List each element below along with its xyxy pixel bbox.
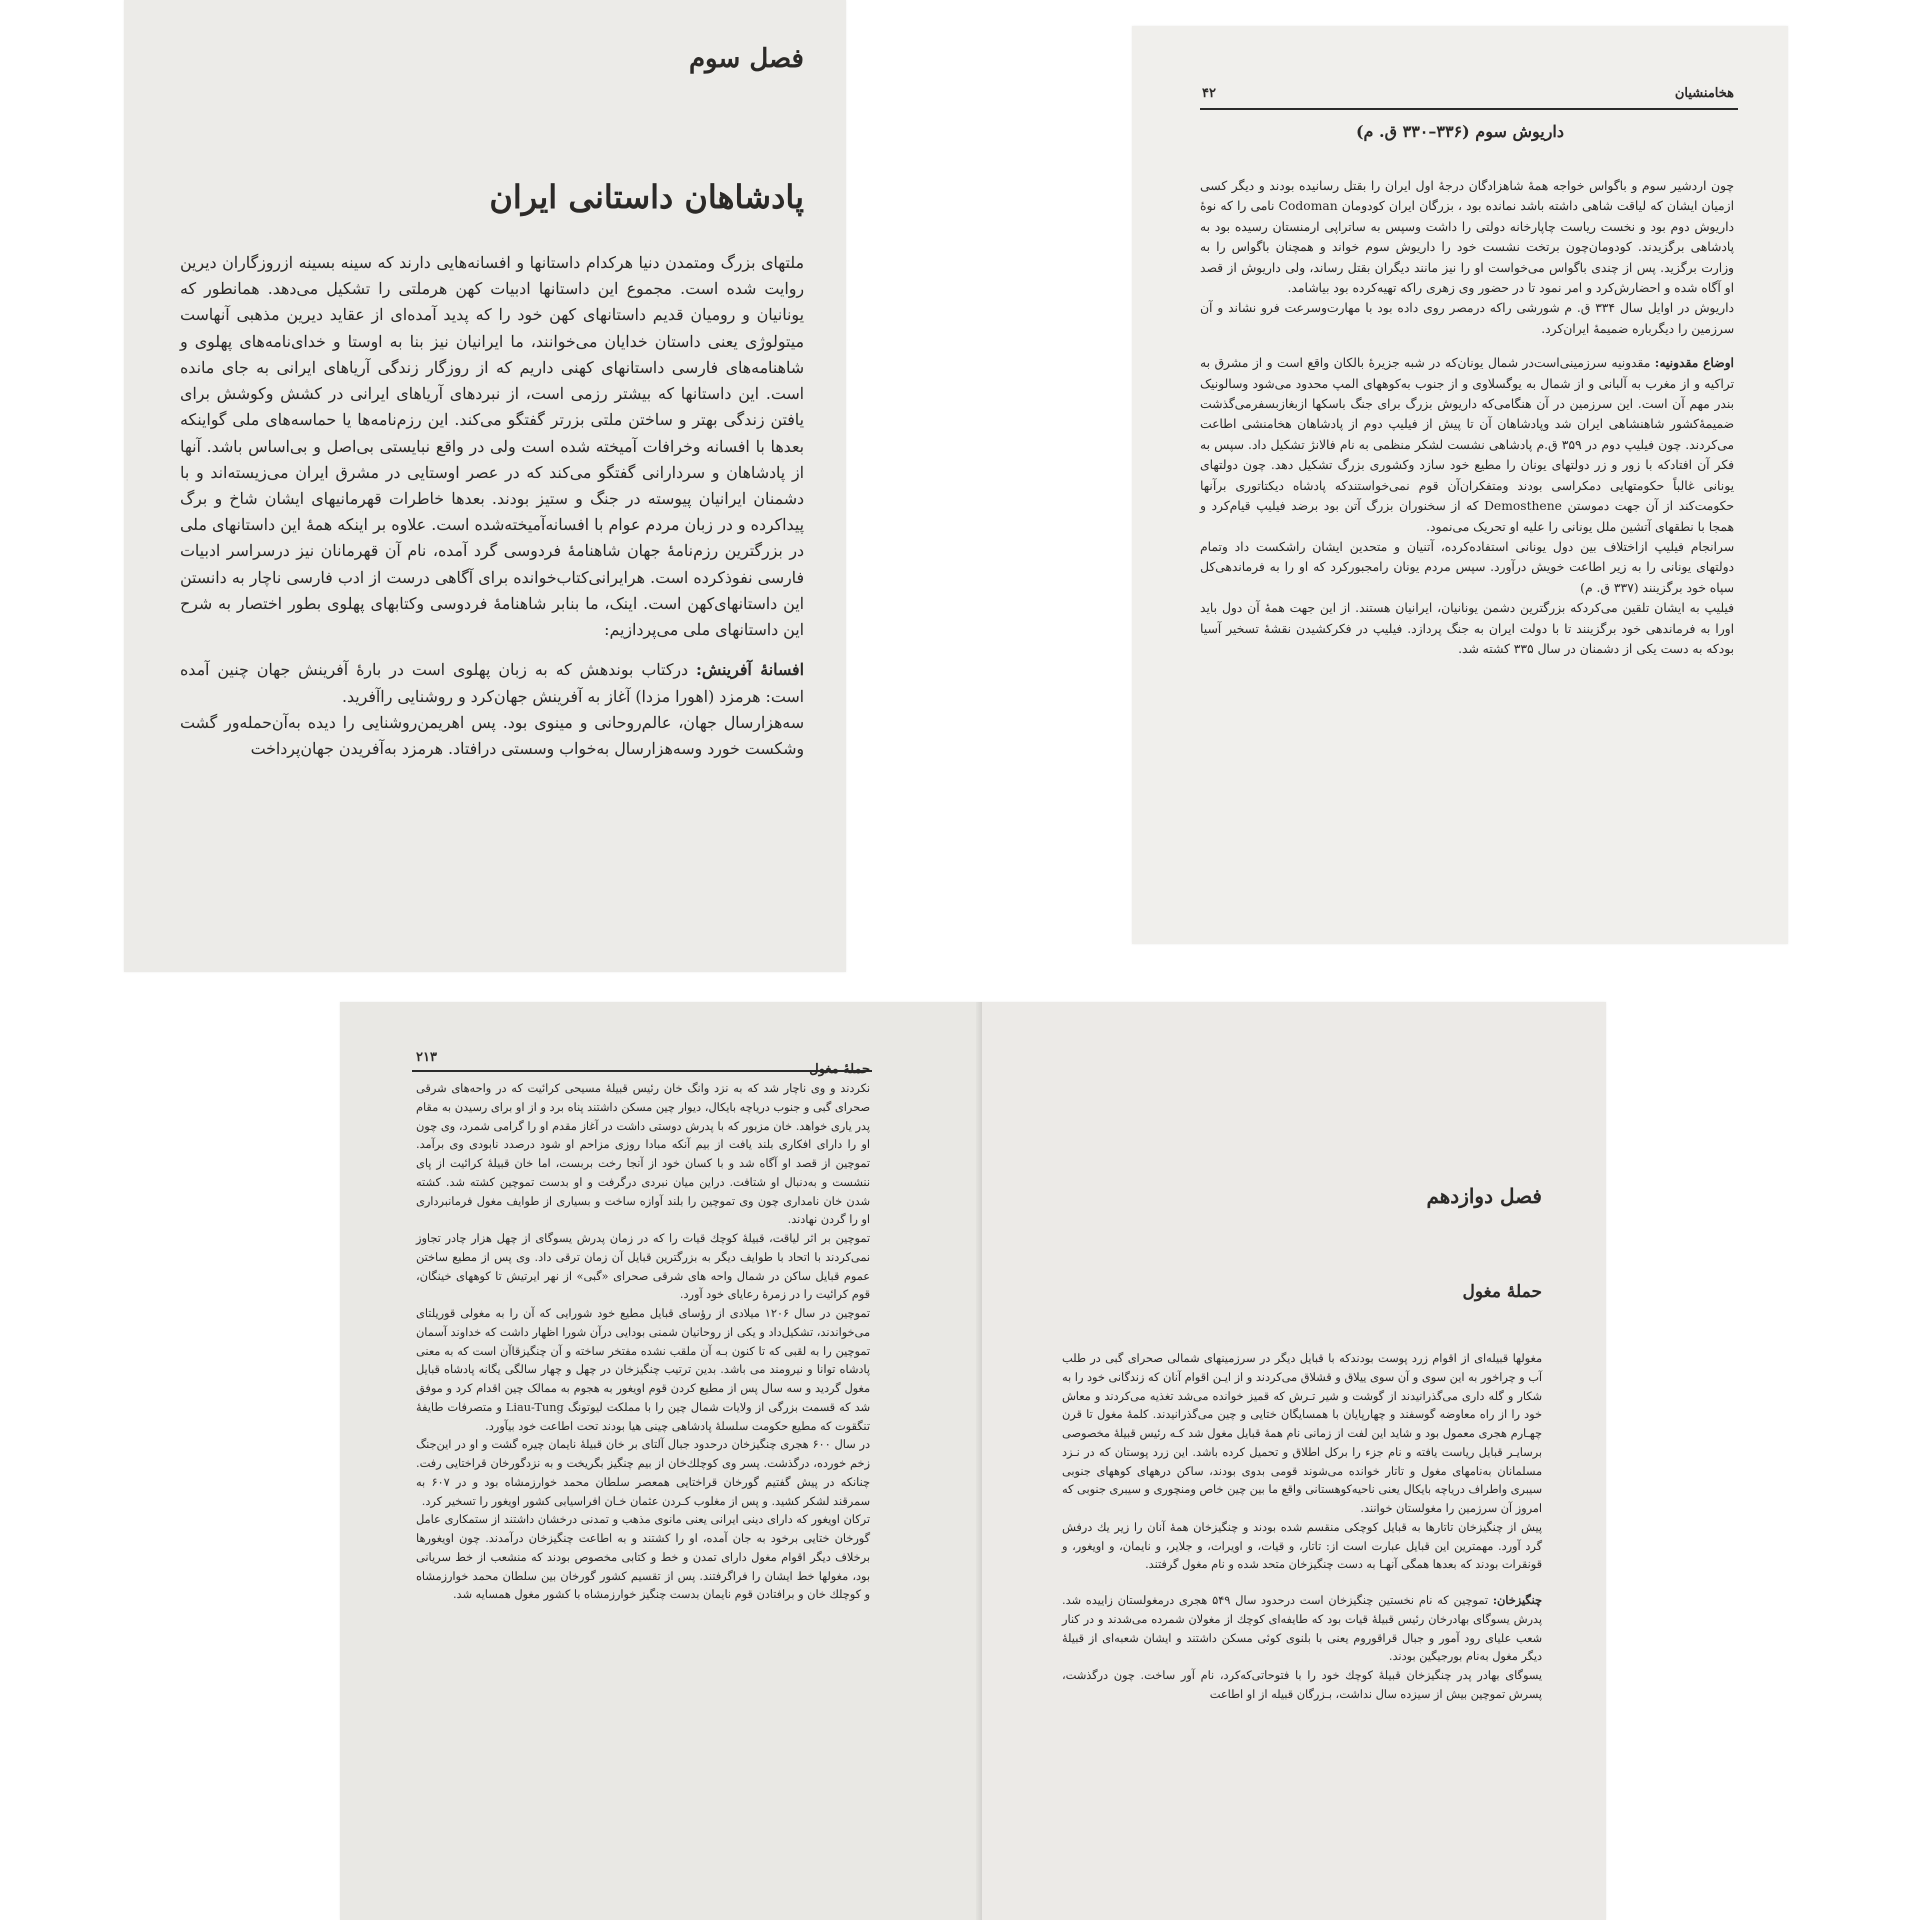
paragraph: تموچین در سال ۱۲۰۶ میلادی از رؤسای قبایل مطیع خود شورایی که آن را به مغولی قوریلتای می‌خواندند، تشکیل‌داد و یکی از روحانیان شمنی بودایی درآن شورا اظهار داشت که خداوند آسمان تموچین را به لقبی که تا کنون بـه آن ملقب نشده مفتخر ساخته و آن چنگیزقاآن است که به معنی پادشاه توانا و نیرومند می باشد. بدین ترتیب چنگیزخان در چهل و چهار سالگی یگانه پادشاه قبایل مغول گردید و سه سال پس از مطیع کردن قوم اویغور به هجوم به ممالک چین اقدام کرد و موفق شد که قسمت بزرگی از ولایات شمال چین را با مملکت لیوتونگ Liau-Tung و متصرفات طایفهٔ تنگقوت که مطیع حکومت سلسلهٔ پادشاهی چینی هیا بودند تحت اطاعت خود بیآورد. (416, 1307, 871, 1433)
body-text (180, 250, 804, 762)
page-left-213 (340, 1002, 982, 1920)
page-right-chapter-twelve (982, 1002, 1606, 1920)
paragraph: مغولها قبیله‌ای از اقوام زرد پوست بودندکه با قبایل دیگر در سرزمینهای شمالی صحرای گبی در طلب آب و چراخور به این سوی و آن سوی ییلاق و قشلاق می‌کردند و از ایـن اقوام آنان که زندگانی خود را به شکار و گله داری می‌گذرانیدند از گوشت و شیر تـرش که قمیز خوانده می‌شد تغذیه می‌کردند و معاش خود را از راه معاوضه گوسفند و چهارپایان با همسایگان ختایی و چین می‌گذرانیدند. کلمهٔ مغول تا قرن چهـارم هجری معمول بود و شاید این لفت از زمانی نام همهٔ قبایل مغول شد کـه رئیس قبیلهٔ مخصوصی برسایـر قبایل ریاست یافته و نام جزء را برکل اطلاق و تحمیل کرده باشد. این زرد پوستان که در نـزد مسلمانان به‌نامهای مغول و تاتار خوانده می‌شوند قومی بدوی بودند، ساکن درههای کوههای جنوبی سیبری واطراف دریاچه بایکال یعنی ناحیه‌کوهستانی واقع ما بین چین خاص ومنچوری و سیبری جنوبی که امروز آن سرزمین را مغولستان خوانند. (1062, 1352, 1542, 1515)
paragraph: ملتهای بزرگ ومتمدن دنیا هرکدام داستانها و افسانه‌هایی دارند که سینه بسینه ازروزگاران دیرین روایت شده است. مجموع این داستانها ادبیات کهن هرملتی را تشکیل می‌دهد. همانطور که یونانیان و رومیان قدیم داستانهای کهن خود را که پدید آمده‌ای از عقاید دیرین مذهبی آنهاست میتولوژی یعنی داستان خدایان می‌خوانند، ما ایرانیان نیز بنا به اوستا و خدای‌نامه‌های پهلوی و شاهنامه‌های فارسی داستانهای کهنی داریم که از روزگار زندگی آریاهای ایرانی به جای مانده است. این داستانها که بیشتر رزمی است، از نبردهای آریاهای ایرانی در کشش وکوشش برای یافتن زندگی بهتر و ساختن ملتی بزرتر گفتگو می‌کند. این رزم‌نامه‌ها یا حماسه‌های ملی گواینکه بعدها با افسانه وخرافات آمیخته شده است ولی در واقع نبایستی بی‌اصل و بی‌اساس باشد. آنها از پادشاهان و سردارانی گفتگو می‌کند که در عصر اوستایی در مشرق ایران می‌زیسته‌اند و با دشمنان ایرانیان پیوسته در جنگ و ستیز بودند. بعدها خاطرات قهرمانیهای ایشان شاخ و برگ پیداکرده و در زبان مردم عوام با افسانه‌آمیخته‌شده است. علاوه بر اینکه همهٔ این داستانهای ملی در بزرگترین رزم‌نامهٔ جهان شاهنامهٔ فردوسی گرد آمده، نام آن قهرمانان نیز درسراسر ادبیات فارسی نفوذکرده است. هرایرانی‌کتاب‌خوانده برای آگاهی درست از ادب فارسی ناچار به دانستن این داستانهای‌کهن است. اینک، ما بنابر شاهنامهٔ فردوسی وکتابهای پهلوی بطور اختصار به شرح این داستانهای ملی می‌پردازیم: (180, 253, 804, 640)
header-rule (1200, 108, 1738, 110)
section-heading: داریوش سوم (۳۳۶–۳۳۰ ق. م) (1355, 122, 1564, 141)
paragraph: ترکان اویغور که دارای دینی ایرانی یعنی مانوی مذهب و تمدنی درخشان داشتند از ستمکاری عامل گورخان ختایی برخود به جان آمده، او را کشتند و به اطاعت چنگیزخان درآمدند. چون اویغورها برخلاف دیگر اقوام مغول دارای تمدن و خط و کتابی مخصوص بودند که منشعب از خط سریانی بود، مغولها خط ایشان را فراگرفتند. پس از تقسیم کشور گورخان بین سلطان محمد خوارزمشاه و کوچلك خان و برافتادن قوم نایمان بدست چنگیز خوارزمشاه با کشور مغول همسایه شد. (416, 1513, 870, 1602)
chapter-heading: فصل سوم (688, 44, 804, 74)
body-text (1200, 176, 1734, 659)
page-title: پادشاهان داستانی ایران (489, 178, 804, 216)
paragraph: فیلیپ به ایشان تلقین می‌کردکه بزرگترین دشمن یونانیان، ایرانیان هستند. از این جهت همهٔ آن دول باید اورا به فرماندهی خود برگزینند تا با دولت ایران به جنگ پردازد. فیلیپ در فکرکشیدن نقشهٔ تسخیر آسیا بودکه به دست یکی از دشمنان در سال ۳۳۵ کشته شد. (1200, 601, 1734, 656)
paragraph: چون اردشیر سوم و باگواس خواجه همهٔ شاهزادگان درجهٔ اول ایران را بقتل رسانیده بودند و دیگر کسی ازمیان ایشان که لیاقت شاهی داشته باشد نمانده بود ، بزرگان ایران کودومان Codoman نامی را که نوهٔ داریوش دوم بود و نخست ریاست چاپارخانه دولتی را داشت وسپس به ساتراپی ارمنستان رسیده بود به پادشاهی برگزیدند. کودومان‌چون برتخت نشست خود را داریوش سوم خواند و همچنان باگواس را به وزارت برگزید. پس از چندی باگواس می‌خواست او را نیز مانند دیگران بقتل رساند، ولی داریوش از قصد او آگاه شده و احضارش‌کرد و امر نمود تا در حضور وی زهری راکه تهیه‌کرده بود بیاشامد. (1200, 179, 1734, 296)
chapter-heading: فصل دوازدهم (1426, 1184, 1542, 1208)
section-paragraph (180, 657, 804, 709)
section-paragraph (1200, 353, 1734, 537)
body-text (416, 1080, 870, 1605)
section-text: درکتاب بوندهش که به زبان پهلوی است در بارهٔ آفرینش جهان چنین آمده است: هرمزد (اهورا مزدا) آغاز به آفرینش جهان‌کرد و روشنایی راآفرید. (180, 660, 804, 706)
section-label: اوضاع مقدونیه: (1654, 355, 1734, 371)
page-title: حملهٔ مغول (1462, 1282, 1542, 1302)
section-label: افسانهٔ آفرینش: (696, 660, 804, 680)
section-paragraph (1062, 1591, 1542, 1667)
section-text: مقدونیه سرزمینی‌است‌در شمال یونان‌که در شبه جزیرهٔ بالکان واقع است و از مشرق به تراکیه و از مغرب به آلبانی و از شمال به یوگسلاوی و از جنوب به‌کوههای المپ محدود می‌شود وسالونیک بندر مهم آن است. این سرزمین در آن هنگامی‌که داریوش بزرگ برای جنگ باسکها ازبغازبسفرمی‌گذشت ضمیمهٔ‌کشور شاهنشاهی ایران شد وپادشاهان آن تا پیش از فیلیپ دوم از پادشاهان هخامنشی اطاعت می‌کردند. چون فیلیپ دوم در ۳۵۹ ق.م پادشاهی نشست لشکر منظمی به نام فالانژ تشکیل داد. سپس به فکر آن افتادکه با زور و زر دولتهای یونان را مطیع خود سازد وکشوری بزرگ تشکیل دهد. چون دولتهای یونانی غالباً حکومتهایی دمکراسی بودند ومتفکران‌آن قوم نمی‌خواستندکه پادشاه دیکتاتوری برآنها حکومت‌کند از آن جهت دموستن Demosthene که از سخنوران بزرگ آتن بود برضد فیلیپ قیام‌کرد و همجا با نطقهای آتشین ملل یونانی را علیه او تحریک می‌نمود. (1200, 356, 1734, 534)
paragraph-closing: یسوگای بهادر پدر چنگیزخان قبیلهٔ کوچك خود را با فتوحاتی‌که‌کرد، نام آور ساخت. چون درگذشت، پسرش تموچین بیش از سیزده سال نداشت، بـزرگان قبیله از او اطاعت (1062, 1669, 1542, 1701)
page-number: ۴۲ (1202, 86, 1216, 101)
paragraph: نکردند و وی ناچار شد که به نزد وانگ خان رئیس قبیلهٔ مسیحی کرائیت که در واحه‌های شرقی صحرای گبی و جنوب دریاچه بایکال، دیوار چین مسکن داشتند پناه برد و از او برای رسیدن به مقام پدر یاری خواهد. خان مزبور که با پدرش دوستی داشت در آغاز مقدم او را گرامی شمرد، وی چون او را دارای افکاری بلند یافت از بیم آنکه مبادا روزی مزاحم او شود درصدد نابودی وی برآمد. تموچین از قصد او آگاه شد و با کسان خود از آنجا رخت بربست، اما خان قبیلهٔ کرائیت از پای ننشست و به‌دنبال او شتافت. دراین میان نبردی درگرفت و او بدست تموچین کشته شد. کشته شدن خان نامداری چون وی تموچین را بلند آوازه ساخت و بسیاری از طوایف مغول فرمانبرداری او را گردن نهادند. (416, 1082, 870, 1227)
paragraph: تموچین بر اثر لیاقت، قبیلهٔ کوچك قیات را که در زمان پدرش یسوگای از چهل هزار چادر تجاوز نمی‌کردند با اتحاد با طوایف دیگر به بزرگترین قبایل آن زمان ترقی داد. وی پس از مطیع ساختن عموم قبایل ساکن در شمال واحه های شرقی صحرای «گبی» از نهر ایرتیش تا کوههای خینگان، قوم کرائیت را در زمرهٔ رعایای خود آورد. (416, 1232, 870, 1302)
running-head: هخامنشیان (1674, 86, 1734, 101)
page-chapter-three (124, 0, 846, 972)
paragraph: سرانجام فیلیپ ازاختلاف بین دول یونانی استفاده‌کرده، آتنیان و متحدین ایشان راشکست داد وتمام دولتهای یونانی را به زیر اطاعت خویش درآورد. سپس مردم یونان رامجبورکرد که او را به فرماندهی‌کل سپاه خود برگزینند (۳۳۷ ق. م) (1200, 539, 1734, 595)
section-text: تموچین که نام نخستین چنگیزخان است درحدود سال ۵۴۹ هجری درمغولستان زاییده شد. پدرش یسوگای بهادرخان رئیس قبیلهٔ قیات بود که طایفه‌ای کوچك از مغولان شمرده می‌شدند و در کنار شعب علیای رود آمور و جبال قراقوروم یعنی با بلنوی کوئی مسکن داشتند و ایشان شعبه‌ای از قبیلهٔ دیگر مغول به‌نام بورجیگین بودند. (1062, 1594, 1542, 1664)
paragraph: پیش از چنگیزخان تاتارها به قبایل کوچکی منقسم شده بودند و چنگیزخان همهٔ آنان را زیر یك درفش گرد آورد. مهمترین این قبایل عبارت است از: تاتار، و قیات، و اویرات، و جلایر، و نایمان، و اویغور، و قونقرات بودند که بعدها همگی آنهـا به دست چنگیزخان متحد شده و نام مغول گرفتند. (1062, 1520, 1542, 1572)
paragraph: در سال ۶۰۰ هجری چنگیزخان درحدود جبال آلتای بر خان قبیلهٔ نایمان چیره گشت و او در این‌جنگ زخم خورده، درگذشت. پسر وی کوچلك‌خان از بیم چنگیز بگریخت و به نزدگورخان قراختایی رفت. چنانکه در پیش گفتیم گورخان قراختایی همعصر سلطان محمد خوارزمشاه بود و در ۶۰۷ به سمرقند لشکر کشید. و پس از مغلوب کـردن عثمان خـان افراسیابی کشور اویغور را تسخیر کرد. (416, 1438, 870, 1508)
body-text (1062, 1350, 1542, 1705)
paragraph-closing: سه‌هزارسال جهان، عالم‌روحانی و مینوی بود. پس اهریمن‌روشنایی را دیده به‌آن‌حمله‌ور گشت وشکست خورد وسه‌هزارسال به‌خواب وسستی درافتاد. هرمزد به‌آفریدن جهان‌پرداخت (180, 712, 804, 758)
page-darius-iii (1132, 26, 1788, 944)
header-rule (412, 1070, 872, 1072)
section-label: چنگیزخان: (1492, 1593, 1543, 1607)
paragraph: داریوش در اوایل سال ۳۳۴ ق. م شورشی راکه درمصر روی داده بود با مهارت‌وسرعت فرو نشاند و آن سرزمین را دیگرباره ضمیمهٔ ایران‌کرد. (1200, 301, 1734, 336)
book-spread-mongol (340, 1002, 1606, 1920)
page-number: ۲۱۳ (416, 1050, 437, 1065)
